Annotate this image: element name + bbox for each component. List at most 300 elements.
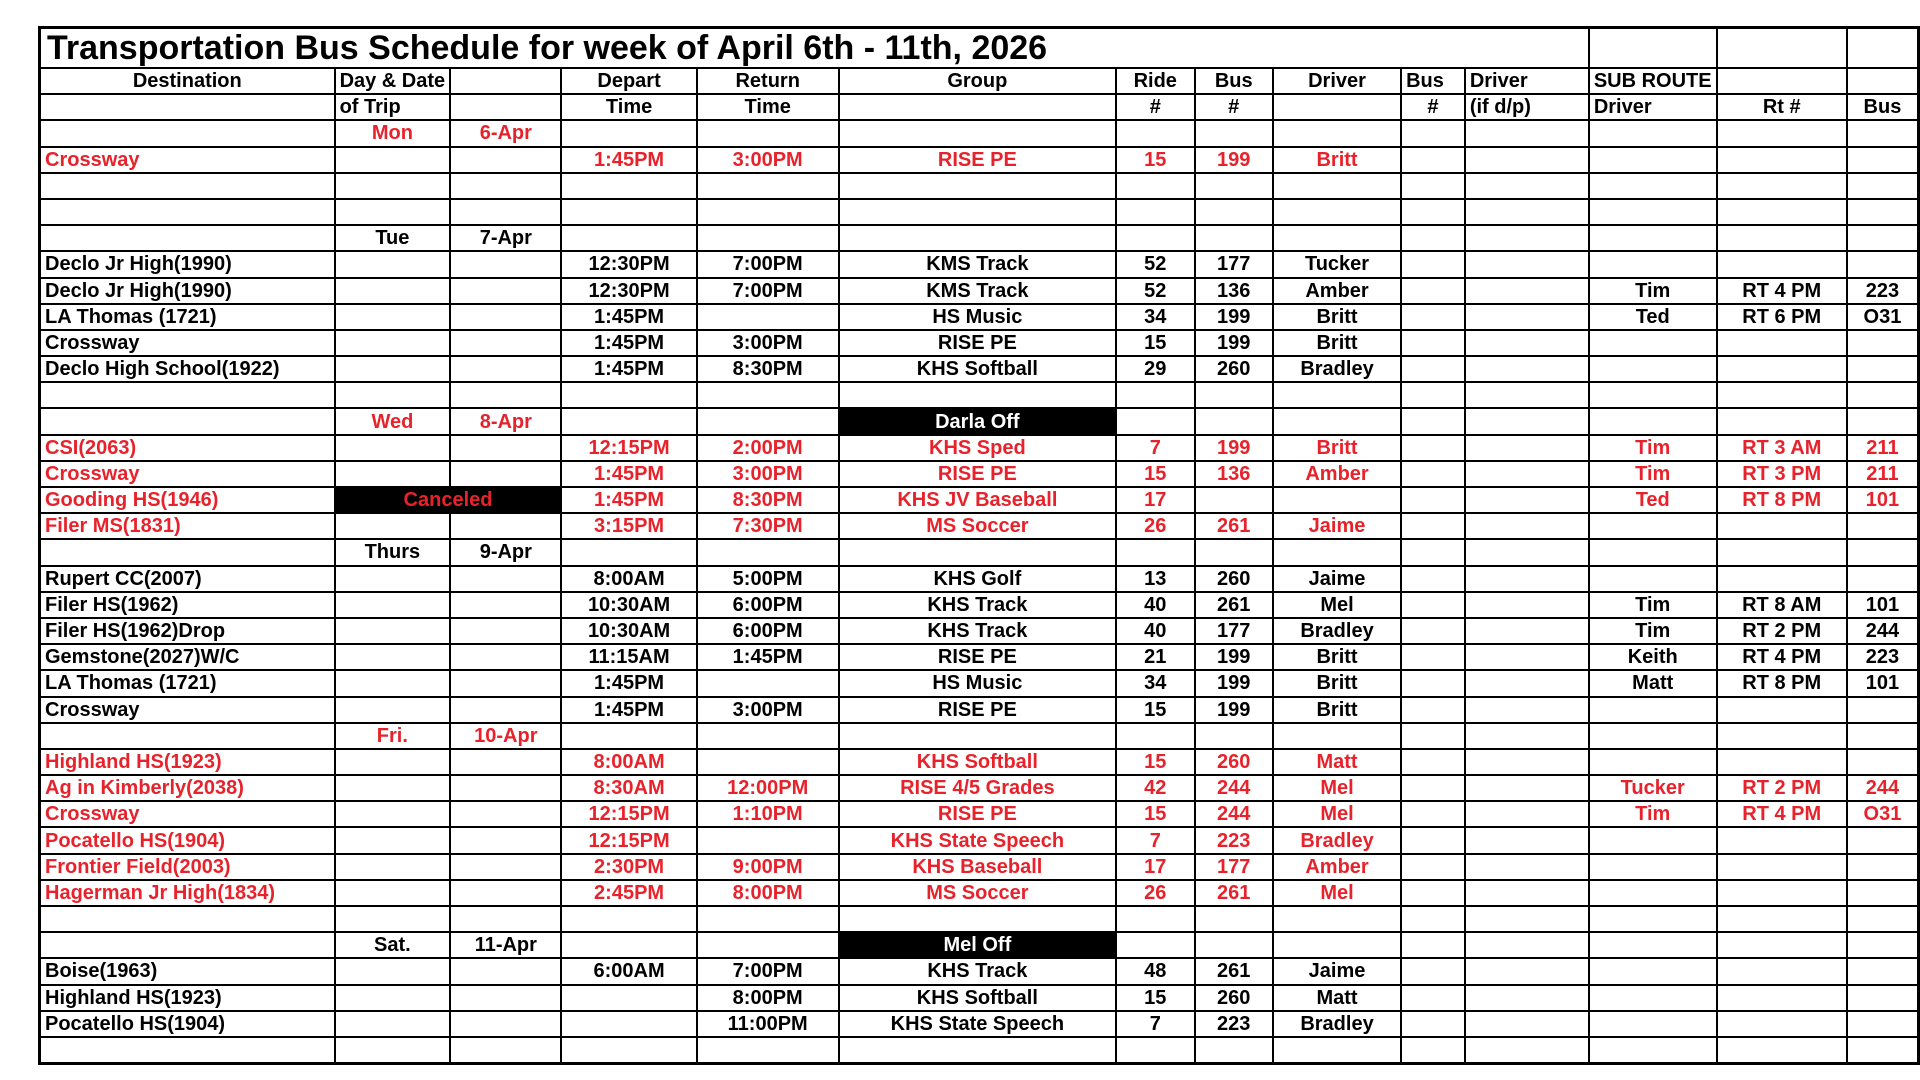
trip-row <box>40 697 1919 723</box>
bus-number: 136 <box>1195 278 1273 304</box>
driver <box>1273 487 1401 513</box>
group: KHS Softball <box>839 356 1116 382</box>
dp-driver <box>1465 1011 1589 1037</box>
bus-number <box>1195 487 1273 513</box>
day <box>335 749 451 775</box>
group: RISE 4/5 Grades <box>839 775 1116 801</box>
date <box>450 775 561 801</box>
column-header: Bus <box>1195 68 1273 94</box>
sub-bus <box>1847 827 1919 853</box>
destination: Ag in Kimberly(2038) <box>40 775 335 801</box>
sub-route: RT 4 PM <box>1717 801 1847 827</box>
destination: LA Thomas (1721) <box>40 304 335 330</box>
depart-time: 11:15AM <box>561 644 696 670</box>
day <box>335 304 451 330</box>
group: KHS Softball <box>839 749 1116 775</box>
column-header <box>1717 68 1847 94</box>
dp-driver <box>1465 147 1589 173</box>
sub-driver <box>1589 330 1717 356</box>
day <box>335 618 451 644</box>
extra-bus-number <box>1401 775 1465 801</box>
sub-bus: O31 <box>1847 801 1919 827</box>
driver: Amber <box>1273 854 1401 880</box>
trip-row <box>40 330 1919 356</box>
return-time: 7:30PM <box>697 513 839 539</box>
day <box>335 775 451 801</box>
column-header: Driver <box>1273 68 1401 94</box>
sub-bus <box>1847 566 1919 592</box>
dp-driver <box>1465 618 1589 644</box>
trip-row <box>40 304 1919 330</box>
bus-number: 177 <box>1195 854 1273 880</box>
extra-bus-number <box>1401 461 1465 487</box>
trip-row <box>40 749 1919 775</box>
sub-driver <box>1589 513 1717 539</box>
blank-row <box>40 173 1919 199</box>
driver: Amber <box>1273 278 1401 304</box>
day <box>335 697 451 723</box>
day-row <box>40 408 1919 434</box>
column-header <box>1847 68 1919 94</box>
ride-number: 15 <box>1116 697 1195 723</box>
date <box>450 330 561 356</box>
ride-number: 34 <box>1116 304 1195 330</box>
driver: Jaime <box>1273 513 1401 539</box>
trip-row <box>40 958 1919 984</box>
extra-bus-number <box>1401 880 1465 906</box>
return-time: 7:00PM <box>697 278 839 304</box>
group: KHS Track <box>839 958 1116 984</box>
destination: Gooding HS(1946) <box>40 487 335 513</box>
day <box>335 251 451 277</box>
destination: Gemstone(2027)W/C <box>40 644 335 670</box>
return-time: 8:00PM <box>697 880 839 906</box>
dp-driver <box>1465 304 1589 330</box>
column-header: (if d/p) <box>1465 94 1589 120</box>
depart-time: 10:30AM <box>561 592 696 618</box>
sub-bus <box>1847 1011 1919 1037</box>
destination: Crossway <box>40 330 335 356</box>
driver: Amber <box>1273 461 1401 487</box>
column-header <box>450 94 561 120</box>
day <box>335 566 451 592</box>
column-header: Destination <box>40 68 335 94</box>
sub-driver: Tim <box>1589 278 1717 304</box>
blank-row <box>40 1037 1919 1064</box>
sub-driver: Tim <box>1589 435 1717 461</box>
return-time: 3:00PM <box>697 697 839 723</box>
sub-route: RT 4 PM <box>1717 644 1847 670</box>
bus-number: 199 <box>1195 147 1273 173</box>
date <box>450 513 561 539</box>
dp-driver <box>1465 435 1589 461</box>
sub-route <box>1717 566 1847 592</box>
sub-bus: 223 <box>1847 278 1919 304</box>
ride-number: 15 <box>1116 985 1195 1011</box>
destination: Highland HS(1923) <box>40 985 335 1011</box>
destination: Declo High School(1922) <box>40 356 335 382</box>
depart-time: 8:00AM <box>561 749 696 775</box>
return-time: 3:00PM <box>697 461 839 487</box>
return-time: 7:00PM <box>697 251 839 277</box>
date <box>450 827 561 853</box>
date <box>450 278 561 304</box>
extra-bus-number <box>1401 278 1465 304</box>
date <box>450 697 561 723</box>
driver: Jaime <box>1273 958 1401 984</box>
destination: Hagerman Jr High(1834) <box>40 880 335 906</box>
bus-number: 223 <box>1195 827 1273 853</box>
dp-driver <box>1465 749 1589 775</box>
sub-route <box>1717 147 1847 173</box>
bus-number: 244 <box>1195 801 1273 827</box>
depart-time: 3:15PM <box>561 513 696 539</box>
bus-number: 261 <box>1195 592 1273 618</box>
column-header: Bus <box>1847 94 1919 120</box>
extra-bus-number <box>1401 566 1465 592</box>
day <box>335 880 451 906</box>
extra-bus-number <box>1401 749 1465 775</box>
ride-number: 42 <box>1116 775 1195 801</box>
dp-driver <box>1465 592 1589 618</box>
sub-route <box>1717 356 1847 382</box>
sub-driver <box>1589 880 1717 906</box>
destination: Filer HS(1962)Drop <box>40 618 335 644</box>
driver: Britt <box>1273 304 1401 330</box>
depart-time: 1:45PM <box>561 461 696 487</box>
depart-time: 1:45PM <box>561 330 696 356</box>
sub-driver: Tim <box>1589 618 1717 644</box>
depart-time: 1:45PM <box>561 304 696 330</box>
sub-driver <box>1589 985 1717 1011</box>
day <box>335 592 451 618</box>
day <box>335 670 451 696</box>
trip-row <box>40 1011 1919 1037</box>
dp-driver <box>1465 880 1589 906</box>
trip-row <box>40 880 1919 906</box>
group: KHS Track <box>839 592 1116 618</box>
extra-bus-number <box>1401 356 1465 382</box>
driver: Britt <box>1273 147 1401 173</box>
dp-driver <box>1465 854 1589 880</box>
sub-route <box>1717 827 1847 853</box>
group: RISE PE <box>839 461 1116 487</box>
sub-bus: 101 <box>1847 592 1919 618</box>
sub-route: RT 2 PM <box>1717 618 1847 644</box>
date <box>450 854 561 880</box>
sub-driver <box>1589 1011 1717 1037</box>
column-header: # <box>1401 94 1465 120</box>
sub-driver <box>1589 566 1717 592</box>
sub-driver: Keith <box>1589 644 1717 670</box>
date <box>450 356 561 382</box>
sub-driver: Matt <box>1589 670 1717 696</box>
extra-bus-number <box>1401 251 1465 277</box>
depart-time: 2:45PM <box>561 880 696 906</box>
extra-bus-number <box>1401 1011 1465 1037</box>
date <box>450 435 561 461</box>
bus-number: 261 <box>1195 880 1273 906</box>
ride-number: 48 <box>1116 958 1195 984</box>
return-time: 3:00PM <box>697 147 839 173</box>
day-label: Sat. <box>335 932 451 958</box>
date <box>450 644 561 670</box>
sub-bus <box>1847 958 1919 984</box>
header-row <box>40 68 1919 94</box>
dp-driver <box>1465 513 1589 539</box>
sub-route: RT 6 PM <box>1717 304 1847 330</box>
dp-driver <box>1465 644 1589 670</box>
destination: Crossway <box>40 461 335 487</box>
date <box>450 566 561 592</box>
sub-bus: 211 <box>1847 461 1919 487</box>
trip-row <box>40 487 1919 513</box>
day-row <box>40 225 1919 251</box>
trip-row <box>40 566 1919 592</box>
dp-driver <box>1465 251 1589 277</box>
blank-row <box>40 199 1919 225</box>
driver: Mel <box>1273 592 1401 618</box>
driver: Bradley <box>1273 827 1401 853</box>
day <box>335 827 451 853</box>
sub-route <box>1717 958 1847 984</box>
day-row <box>40 120 1919 146</box>
date-label: 9-Apr <box>450 539 561 565</box>
group: KHS JV Baseball <box>839 487 1116 513</box>
ride-number: 17 <box>1116 854 1195 880</box>
depart-time: 8:30AM <box>561 775 696 801</box>
ride-number: 15 <box>1116 801 1195 827</box>
trip-row <box>40 278 1919 304</box>
date <box>450 461 561 487</box>
column-header <box>1273 94 1401 120</box>
ride-number: 15 <box>1116 749 1195 775</box>
group: RISE PE <box>839 147 1116 173</box>
bus-number: 199 <box>1195 435 1273 461</box>
return-time: 11:00PM <box>697 1011 839 1037</box>
destination: Declo Jr High(1990) <box>40 278 335 304</box>
sub-bus: 223 <box>1847 644 1919 670</box>
bus-schedule-table <box>38 26 1920 1065</box>
trip-row <box>40 801 1919 827</box>
dp-driver <box>1465 461 1589 487</box>
return-time: 3:00PM <box>697 330 839 356</box>
return-time <box>697 304 839 330</box>
sub-route <box>1717 330 1847 356</box>
sub-driver: Ted <box>1589 487 1717 513</box>
date <box>450 801 561 827</box>
group: HS Music <box>839 670 1116 696</box>
date <box>450 618 561 644</box>
ride-number: 40 <box>1116 618 1195 644</box>
sub-bus <box>1847 356 1919 382</box>
ride-number: 17 <box>1116 487 1195 513</box>
sub-route: RT 8 AM <box>1717 592 1847 618</box>
return-time: 8:30PM <box>697 487 839 513</box>
depart-time: 1:45PM <box>561 147 696 173</box>
day <box>335 854 451 880</box>
bus-number: 136 <box>1195 461 1273 487</box>
ride-number: 13 <box>1116 566 1195 592</box>
column-header: Return <box>697 68 839 94</box>
day-row <box>40 932 1919 958</box>
day-row <box>40 723 1919 749</box>
sub-route: RT 2 PM <box>1717 775 1847 801</box>
date-label: 6-Apr <box>450 120 561 146</box>
day <box>335 985 451 1011</box>
trip-row <box>40 618 1919 644</box>
sub-route <box>1717 854 1847 880</box>
driver: Mel <box>1273 880 1401 906</box>
group: MS Soccer <box>839 513 1116 539</box>
trip-row <box>40 827 1919 853</box>
sub-route: RT 3 AM <box>1717 435 1847 461</box>
ride-number: 52 <box>1116 251 1195 277</box>
sub-driver: Tim <box>1589 461 1717 487</box>
ride-number: 52 <box>1116 278 1195 304</box>
date <box>450 958 561 984</box>
date-label: 8-Apr <box>450 408 561 434</box>
depart-time: 1:45PM <box>561 487 696 513</box>
trip-row <box>40 356 1919 382</box>
date-label: 10-Apr <box>450 723 561 749</box>
dp-driver <box>1465 670 1589 696</box>
sub-driver <box>1589 251 1717 277</box>
depart-time: 1:45PM <box>561 670 696 696</box>
destination: Declo Jr High(1990) <box>40 251 335 277</box>
sub-bus <box>1847 147 1919 173</box>
column-header: SUB ROUTE <box>1589 68 1717 94</box>
trip-row <box>40 592 1919 618</box>
group: RISE PE <box>839 644 1116 670</box>
bus-number: 177 <box>1195 251 1273 277</box>
day-label: Mon <box>335 120 451 146</box>
sub-route <box>1717 1011 1847 1037</box>
group: KHS Sped <box>839 435 1116 461</box>
sub-bus: O31 <box>1847 304 1919 330</box>
column-header: Time <box>697 94 839 120</box>
depart-time: 1:45PM <box>561 697 696 723</box>
group: RISE PE <box>839 801 1116 827</box>
sub-route <box>1717 697 1847 723</box>
extra-bus-number <box>1401 330 1465 356</box>
ride-number: 15 <box>1116 147 1195 173</box>
return-time: 8:00PM <box>697 985 839 1011</box>
column-header: # <box>1195 94 1273 120</box>
day-label: Thurs <box>335 539 451 565</box>
trip-row <box>40 513 1919 539</box>
driver: Mel <box>1273 775 1401 801</box>
bus-number: 261 <box>1195 513 1273 539</box>
destination: Pocatello HS(1904) <box>40 827 335 853</box>
column-header: Group <box>839 68 1116 94</box>
bus-number: 260 <box>1195 356 1273 382</box>
destination: LA Thomas (1721) <box>40 670 335 696</box>
column-header: # <box>1116 94 1195 120</box>
canceled-badge: Canceled <box>335 487 562 513</box>
extra-bus-number <box>1401 801 1465 827</box>
return-time <box>697 827 839 853</box>
driver: Mel <box>1273 801 1401 827</box>
group: KHS State Speech <box>839 827 1116 853</box>
sub-driver <box>1589 958 1717 984</box>
column-header <box>839 94 1116 120</box>
group: KHS Golf <box>839 566 1116 592</box>
depart-time <box>561 985 696 1011</box>
dp-driver <box>1465 985 1589 1011</box>
ride-number: 7 <box>1116 1011 1195 1037</box>
bus-number: 260 <box>1195 749 1273 775</box>
depart-time: 1:45PM <box>561 356 696 382</box>
sub-route <box>1717 985 1847 1011</box>
ride-number: 15 <box>1116 330 1195 356</box>
return-time: 9:00PM <box>697 854 839 880</box>
day <box>335 356 451 382</box>
sub-route: RT 4 PM <box>1717 278 1847 304</box>
day-label: Wed <box>335 408 451 434</box>
date <box>450 1011 561 1037</box>
return-time: 6:00PM <box>697 592 839 618</box>
sub-bus <box>1847 749 1919 775</box>
dp-driver <box>1465 775 1589 801</box>
depart-time <box>561 1011 696 1037</box>
driver: Bradley <box>1273 1011 1401 1037</box>
column-header: Driver <box>1589 94 1717 120</box>
day <box>335 147 451 173</box>
depart-time: 12:15PM <box>561 827 696 853</box>
dp-driver <box>1465 697 1589 723</box>
trip-row <box>40 435 1919 461</box>
sub-driver <box>1589 827 1717 853</box>
day <box>335 435 451 461</box>
return-time <box>697 749 839 775</box>
extra-bus-number <box>1401 435 1465 461</box>
extra-bus-number <box>1401 592 1465 618</box>
return-time: 5:00PM <box>697 566 839 592</box>
depart-time: 12:30PM <box>561 278 696 304</box>
column-header: Day & Date <box>335 68 451 94</box>
column-header: Depart <box>561 68 696 94</box>
header-row <box>40 94 1919 120</box>
extra-bus-number <box>1401 513 1465 539</box>
date <box>450 749 561 775</box>
day-label: Fri. <box>335 723 451 749</box>
bus-number: 199 <box>1195 304 1273 330</box>
trip-row <box>40 670 1919 696</box>
extra-bus-number <box>1401 618 1465 644</box>
day-row <box>40 539 1919 565</box>
destination: Rupert CC(2007) <box>40 566 335 592</box>
column-header <box>450 68 561 94</box>
return-time: 6:00PM <box>697 618 839 644</box>
destination: Filer MS(1831) <box>40 513 335 539</box>
driver: Tucker <box>1273 251 1401 277</box>
ride-number: 29 <box>1116 356 1195 382</box>
sub-route: RT 8 PM <box>1717 670 1847 696</box>
sub-driver: Tim <box>1589 592 1717 618</box>
sub-driver: Tucker <box>1589 775 1717 801</box>
destination: Boise(1963) <box>40 958 335 984</box>
sub-driver <box>1589 356 1717 382</box>
return-time: 2:00PM <box>697 435 839 461</box>
return-time: 7:00PM <box>697 958 839 984</box>
trip-row <box>40 461 1919 487</box>
depart-time: 10:30AM <box>561 618 696 644</box>
date <box>450 592 561 618</box>
destination: Crossway <box>40 147 335 173</box>
date <box>450 985 561 1011</box>
depart-time: 12:30PM <box>561 251 696 277</box>
